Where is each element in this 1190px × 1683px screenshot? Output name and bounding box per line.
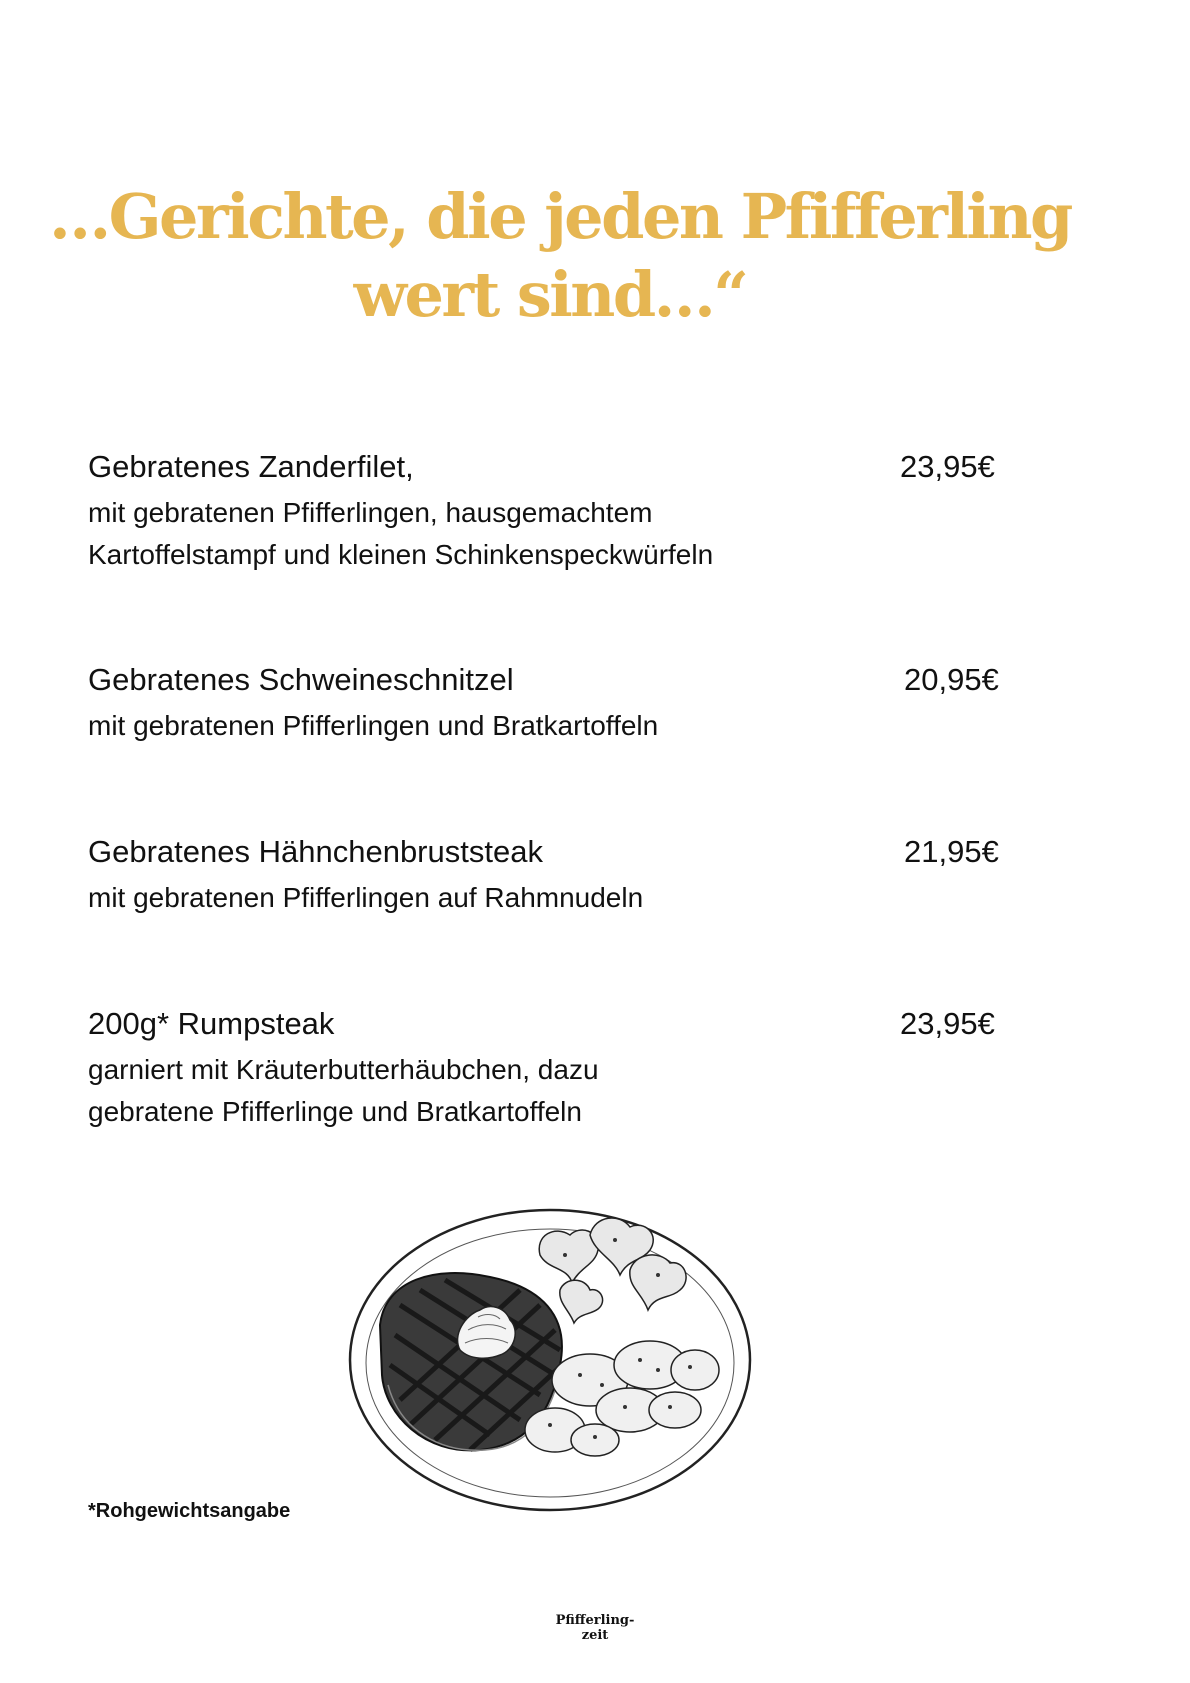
dish-description-line: mit gebratenen Pfifferlingen und Bratkartoffeln [88,710,659,741]
brand-logo [0,1613,1190,1643]
menu-item-haehnchenbruststeak [88,833,1008,919]
dish-description-line: gebratene Pfifferlinge und Bratkartoffeln [88,1096,582,1127]
headline-line-1: …Gerichte, die jeden Pfifferling [49,180,1071,253]
dish-price: 20,95€ [904,662,999,697]
steak-plate-illustration [340,1195,760,1525]
menu-item-schweineschnitzel [88,661,1008,747]
dish-price: 23,95€ [900,1006,995,1041]
dish-name: Gebratenes Hähnchenbruststeak [88,834,543,869]
dish-name: Gebratenes Zanderfilet, [88,449,414,484]
dish-name: 200g* Rumpsteak [88,1006,335,1041]
footnote-raw-weight: *Rohgewichtsangabe [88,1500,291,1522]
dish-description-line: mit gebratenen Pfifferlingen, hausgemachtem [88,497,653,528]
dish-description-line: mit gebratenen Pfifferlingen auf Rahmnudeln [88,882,644,913]
dish-description [88,1049,1008,1133]
dish-name: Gebratenes Schweineschnitzel [88,662,514,697]
logo-line-2: zeit [581,1628,609,1643]
dish-description [88,877,1008,919]
dish-price: 21,95€ [904,834,999,869]
dish-description [88,705,1008,747]
menu-item-rumpsteak [88,1005,1008,1133]
dish-description [88,492,1008,576]
dish-description-line: garniert mit Kräuterbutterhäubchen, dazu [88,1054,599,1085]
dish-price: 23,95€ [900,449,995,484]
dish-description-line: Kartoffelstampf und kleinen Schinkenspeckwürfeln [88,539,714,570]
menu-headline [0,178,1100,334]
headline-line-2: wert sind…“ [353,258,747,331]
menu-item-zanderfilet [88,448,1008,576]
logo-line-1: Pfifferling- [555,1613,635,1628]
